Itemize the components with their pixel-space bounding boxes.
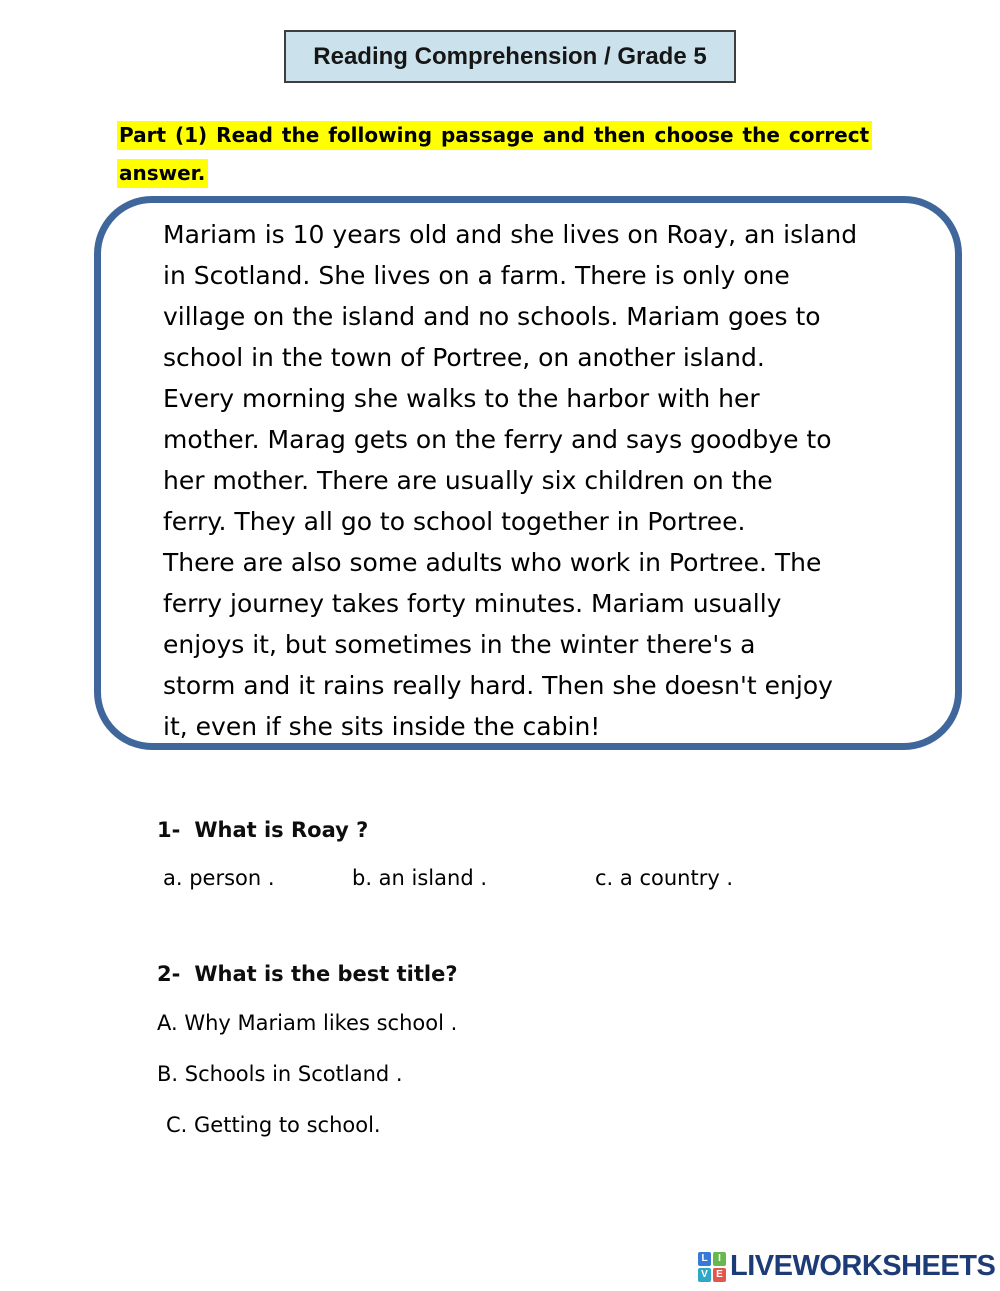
- passage-line: Mariam is 10 years old and she lives on Roay, an island: [163, 220, 858, 249]
- passage-line: ferry journey takes forty minutes. Mariam usually: [163, 589, 782, 618]
- instruction-line-2: answer.: [117, 159, 208, 188]
- question-1-option-b[interactable]: b. an island .: [352, 866, 488, 890]
- instruction-line-1: Part (1) Read the following passage and then choose the correct: [117, 121, 872, 150]
- passage-line: village on the island and no schools. Mariam goes to: [163, 302, 821, 331]
- passage-line: ferry. They all go to school together in Portree.: [163, 507, 746, 536]
- question-1-option-a[interactable]: a. person .: [163, 866, 275, 890]
- question-2-number: 2-: [157, 962, 181, 986]
- question-2-option-c[interactable]: C. Getting to school.: [166, 1113, 381, 1137]
- question-2-text: What is the best title?: [194, 962, 458, 986]
- logo-tile-e: E: [713, 1268, 726, 1282]
- liveworksheets-logo-icon: [698, 1252, 726, 1282]
- passage-box: [94, 196, 962, 750]
- passage-line: enjoys it, but sometimes in the winter there's a: [163, 630, 756, 659]
- part1-instructions: [117, 116, 877, 192]
- passage-line: There are also some adults who work in Portree. The: [163, 548, 822, 577]
- passage-line: it, even if she sits inside the cabin!: [163, 712, 601, 741]
- question-1-text: What is Roay ?: [194, 818, 369, 842]
- passage-line: mother. Marag gets on the ferry and says goodbye to: [163, 425, 832, 454]
- question-2-header: [157, 962, 458, 986]
- logo-tile-l: L: [698, 1252, 711, 1266]
- passage-line: storm and it rains really hard. Then she doesn't enjoy: [163, 671, 833, 700]
- question-1-option-c[interactable]: c. a country .: [595, 866, 734, 890]
- worksheet-title-box: [284, 30, 736, 83]
- question-2-options: [157, 1011, 457, 1164]
- passage-line: Every morning she walks to the harbor with her: [163, 384, 760, 413]
- passage-line: her mother. There are usually six children on the: [163, 466, 773, 495]
- question-2-option-a[interactable]: A. Why Mariam likes school .: [157, 1011, 458, 1035]
- page-title: Reading Comprehension / Grade 5: [313, 42, 707, 70]
- question-1-options: [163, 866, 733, 890]
- question-1-number: 1-: [157, 818, 181, 842]
- question-2-option-b[interactable]: B. Schools in Scotland .: [157, 1062, 403, 1086]
- logo-tile-v: V: [698, 1268, 711, 1282]
- passage-line: school in the town of Portree, on another island.: [163, 343, 765, 372]
- passage-line: in Scotland. She lives on a farm. There is only one: [163, 261, 790, 290]
- question-1-header: [157, 818, 368, 842]
- logo-tile-i: I: [713, 1252, 726, 1266]
- liveworksheets-logo-text: LIVEWORKSHEETS: [730, 1250, 996, 1282]
- liveworksheets-logo[interactable]: [698, 1250, 995, 1283]
